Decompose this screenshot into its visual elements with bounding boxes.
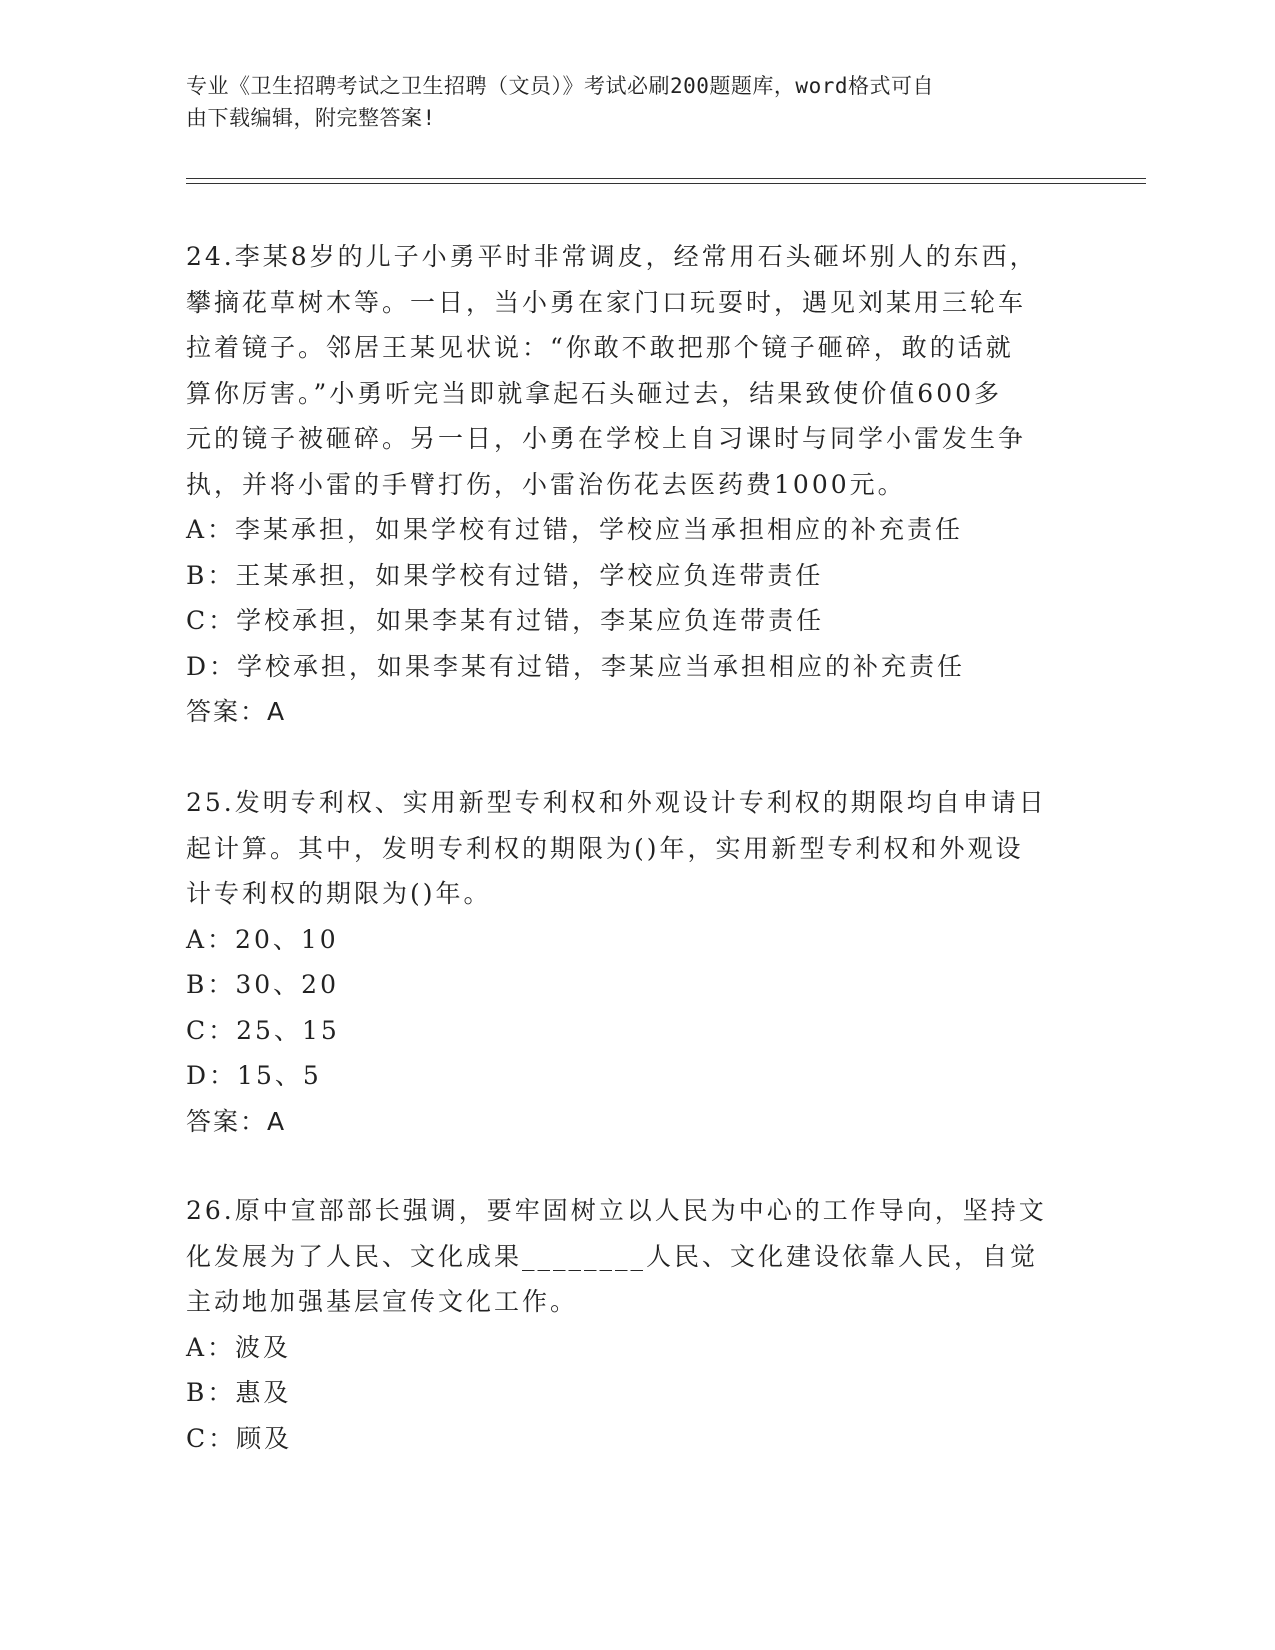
header-divider-bottom <box>186 183 1146 184</box>
question-stem-line: 化发展为了人民、文化成果________人民、文化建设依靠人民，自觉 <box>186 1241 1039 1271</box>
option-d: D：学校承担，如果李某有过错，李某应当承担相应的补充责任 <box>186 651 966 681</box>
option-a: A：李某承担，如果学校有过错，学校应当承担相应的补充责任 <box>186 515 964 544</box>
option-b: B：王某承担，如果学校有过错，学校应负连带责任 <box>186 560 824 590</box>
question-stem-line: 计专利权的期限为()年。 <box>186 879 492 908</box>
question-stem-line: 执，并将小雷的手臂打伤，小雷治伤花去医药费1000元。 <box>186 469 906 499</box>
option-c: C：学校承担，如果李某有过错，李某应负连带责任 <box>186 606 825 635</box>
option-a: A：20、10 <box>186 924 339 954</box>
question-26 <box>186 1188 1066 1461</box>
question-stem-line: 主动地加强基层宣传文化工作。 <box>186 1287 579 1316</box>
option-b: B：30、20 <box>186 970 339 999</box>
option-a: A：波及 <box>186 1332 292 1362</box>
question-stem-line: 算你厉害。”小勇听完当即就拿起石头砸过去，结果致使价值600多 <box>186 378 1003 408</box>
question-stem-line: 起计算。其中，发明专利权的期限为()年，实用新型专利权和外观设 <box>186 833 1024 863</box>
question-stem-line: 元的镜子被砸碎。另一日，小勇在学校上自习课时与同学小雷发生争 <box>186 424 1027 453</box>
answer-label: 答案：A <box>186 1106 287 1136</box>
question-25 <box>186 780 1066 1144</box>
question-24 <box>186 234 1066 735</box>
header-divider-top <box>186 178 1146 179</box>
question-stem-line: 24.李某8岁的儿子小勇平时非常调皮，经常用石头砸坏别人的东西， <box>186 242 1038 271</box>
option-c: C：顾及 <box>186 1423 293 1453</box>
question-stem-line: 拉着镜子。邻居王某见状说：“你敢不敢把那个镜子砸碎，敢的话就 <box>186 333 1014 362</box>
header-title-line-2: 由下载编辑，附完整答案! <box>186 106 436 130</box>
option-b: B：惠及 <box>186 1378 292 1407</box>
option-c: C：25、15 <box>186 1015 340 1045</box>
question-stem-line: 26.原中宣部部长强调，要牢固树立以人民为中心的工作导向，坚持文 <box>186 1196 1047 1225</box>
document-header <box>186 70 1066 134</box>
answer-label: 答案：A <box>186 697 287 726</box>
header-title-line-1: 专业《卫生招聘考试之卫生招聘（文员）》考试必刷200题题库，word格式可自 <box>186 74 934 98</box>
question-stem-line: 攀摘花草树木等。一日，当小勇在家门口玩耍时，遇见刘某用三轮车 <box>186 287 1027 317</box>
option-d: D：15、5 <box>186 1061 322 1090</box>
question-stem-line: 25.发明专利权、实用新型专利权和外观设计专利权的期限均自申请日 <box>186 788 1047 817</box>
